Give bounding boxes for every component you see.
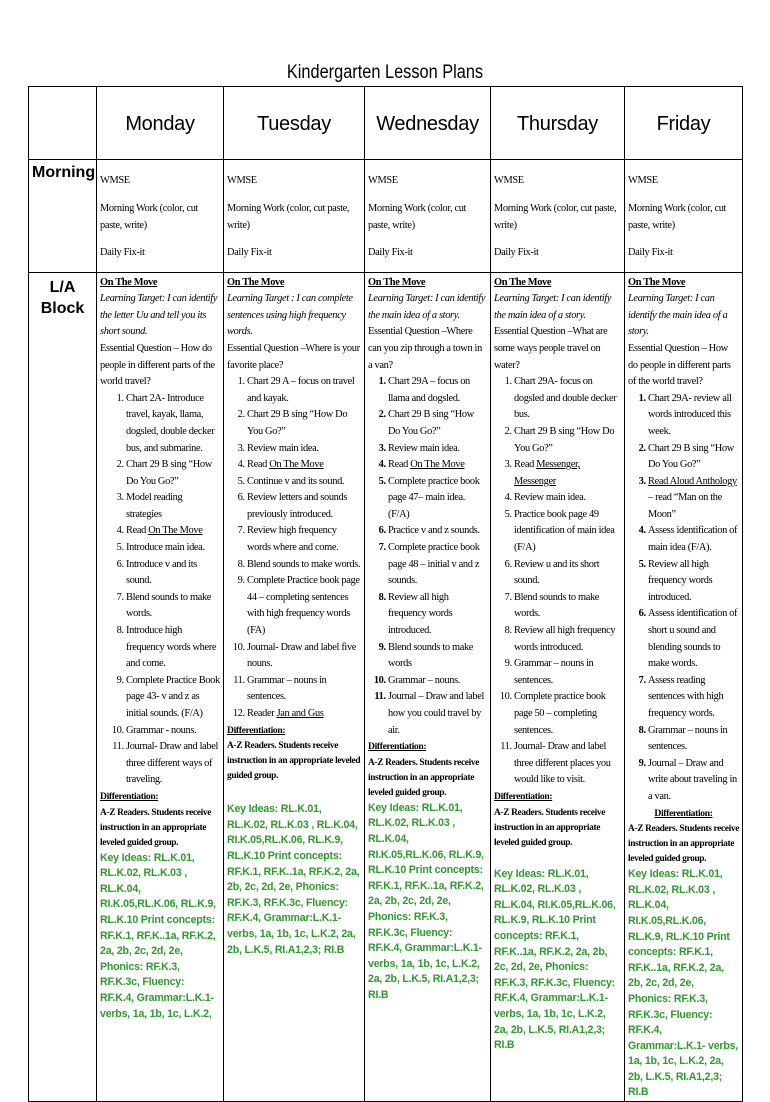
list-item: 9. Blend sounds to make words <box>388 640 487 673</box>
list-item: 11. Grammar – nouns in sentences. <box>247 673 361 706</box>
row-label-block: Block <box>40 299 85 317</box>
lesson-cell-wednesday <box>365 272 491 1102</box>
differentiation-text: A-Z Readers. Students receive instruction in an appropriate leveled guided group. <box>628 824 740 865</box>
lesson-heading: On The Move <box>628 276 686 288</box>
learning-target: Learning Target : I can complete sentences using high frequency words. <box>227 293 353 338</box>
activity-list <box>494 374 621 789</box>
day-header-tuesday: Tuesday <box>224 87 365 160</box>
row-label-la-block <box>29 272 97 1102</box>
day-header-friday: Friday <box>625 87 743 160</box>
essential-question: Essential Question – How do people in different parts of the world travel? <box>100 342 215 388</box>
morning-cell-thursday <box>491 160 625 273</box>
list-item: 8. Introduce high frequency words where and come. <box>126 623 220 673</box>
list-item: 3. Review main idea. <box>388 441 487 458</box>
list-item: 8. Review all high frequency words introduced. <box>514 623 621 656</box>
list-item: 5. Continue v and its sound. <box>247 474 361 491</box>
differentiation-label: Differentiation: <box>368 741 427 753</box>
lesson-heading: On The Move <box>494 276 552 288</box>
morning-line: Daily Fix-it <box>368 247 413 259</box>
list-item: 3. Review main idea. <box>247 441 361 458</box>
list-item: 1. Chart 29 A – focus on travel and kayak. <box>247 374 361 407</box>
list-item: 4. Read On The Move <box>126 523 220 540</box>
morning-line: WMSE <box>100 175 130 187</box>
standards-text: Key Ideas: RL.K.01, RL.K.02, RL.K.03 , RL.K.04, RI.K.05,RL.K.06, RL.K.9, RL.K.10 Print concepts: RF.K.1, RF.K..1a, RF.K.2, 2a, 2b, 2c, 2d, 2e, Phonics: RF.K.3, RF.K.3c, Fluency: RF.K.4, Grammar:L.K.1- verbs, 1a, 1b, 1c, L.K.2, 2a, 2b, L.K.5, RI.A1,2,3; RI.B <box>628 868 739 1099</box>
list-item: 8. Review all high frequency words introduced. <box>388 590 487 640</box>
standards-text: Key Ideas: RL.K.01, RL.K.02, RL.K.03 , RL.K.04, RI.K.05,RL.K.06, RL.K.9, RL.K.10 Print concepts: RF.K.1, RF.K..1a, RF.K.2, 2a, 2b, 2c, 2d, 2e, Phonics: RF.K.3, RF.K.3c, Fluency: RF.K.4, Grammar:L.K.1- verbs, 1a, 1b, 1c, L.K.2, 2a, 2b, L.K.5, RI.A1,2,3; RI.B <box>494 867 616 1052</box>
list-item: 2. Chart 29 B sing “How Do You Go?” <box>648 441 739 474</box>
list-item: 6. Review letters and sounds previously introduced. <box>247 490 361 523</box>
list-item: 7. Blend sounds to make words. <box>514 590 621 623</box>
morning-line: Morning Work (color, cut paste, write) <box>100 202 199 231</box>
morning-line: Morning Work (color, cut paste, write) <box>628 202 727 231</box>
differentiation-text: A-Z Readers. Students receive instruction in an appropriate leveled guided group. <box>494 807 606 848</box>
list-item: 6. Review u and its short sound. <box>514 557 621 590</box>
page-title: Kindergarten Lesson Plans <box>286 62 484 83</box>
day-header-row <box>29 87 743 160</box>
list-item: 5. Practice book page 49 identification of main idea (F/A) <box>514 507 621 557</box>
list-item: 12. Reader Jan and Gus <box>247 706 361 723</box>
list-item: 9. Grammar – nouns in sentences. <box>514 656 621 689</box>
activity-list <box>227 374 361 722</box>
activity-list <box>100 391 220 789</box>
list-item: 7. Assess reading sentences with high frequency words. <box>648 673 739 723</box>
activity-list <box>368 374 487 739</box>
list-item: 10. Complete practice book page 50 – completing sentences. <box>514 689 621 739</box>
morning-line: Morning Work (color, cut paste, write) <box>227 202 350 231</box>
morning-line: Daily Fix-it <box>227 247 272 259</box>
list-item: 7. Review high frequency words where and come. <box>247 523 361 556</box>
lesson-cell-thursday <box>491 272 625 1102</box>
lesson-cell-tuesday <box>224 272 365 1102</box>
list-item: 9. Journal – Draw and write about traveling in a van. <box>648 756 739 806</box>
standards-text: Key Ideas: RL.K.01, RL.K.02, RL.K.03 , RL.K.04, RI.K.05,RL.K.06, RL.K.9, RL.K.10 Print concepts: RF.K.1, RF.K..1a, RF.K.2, 2a, 2b, 2c, 2d, 2e, Phonics: RF.K.3, RF.K.3c, Fluency: RF.K.4, Grammar:L.K.1- verbs, 1a, 1b, 1c, L.K.2, 2a, 2b, L.K.5, RI.A1,2,3; RI.B <box>368 801 484 1001</box>
lesson-cell-monday <box>97 272 224 1102</box>
differentiation-label: Differentiation: <box>227 724 286 736</box>
list-item: 5. Complete practice book page 47– main idea. (F/A) <box>388 474 487 524</box>
activity-list <box>628 391 739 806</box>
list-item: 7. Complete practice book page 48 – initial v and z sounds. <box>388 540 487 590</box>
day-header-monday: Monday <box>97 87 224 160</box>
lesson-heading: On The Move <box>100 276 158 288</box>
list-item: 4. Read On The Move <box>247 457 361 474</box>
essential-question: Essential Question –Where can you zip through a town in a van? <box>368 326 482 371</box>
list-item: 5. Introduce main idea. <box>126 540 220 557</box>
morning-line: Daily Fix-it <box>628 247 673 259</box>
learning-target: Learning Target: I can identify the main idea of a story. <box>368 293 486 321</box>
morning-line: Daily Fix-it <box>494 247 539 259</box>
list-item: 8. Blend sounds to make words. <box>247 557 361 574</box>
list-item: 1. Chart 29A – focus on llama and dogsled. <box>388 374 487 407</box>
list-item: 3. Read Messenger, Messenger <box>514 457 621 490</box>
list-item: 6. Practice v and z sounds. <box>388 523 487 540</box>
row-label-la: L/A <box>49 278 76 296</box>
list-item: 10. Journal- Draw and label five nouns. <box>247 640 361 673</box>
morning-cell-friday <box>625 160 743 273</box>
list-item: 10. Grammar - nouns. <box>126 723 220 740</box>
essential-question: Essential Question – How do people in different parts of the world travel? <box>628 342 731 388</box>
list-item: 4. Assess identification of main idea (F/A). <box>648 523 739 556</box>
morning-line: Morning Work (color, cut paste, write) <box>368 202 467 231</box>
list-item: 4. Read On The Move <box>388 457 487 474</box>
morning-line: Morning Work (color, cut paste, write) <box>494 202 617 231</box>
differentiation-text: A-Z Readers. Students receive instruction in an appropriate leveled guided group. <box>100 807 212 848</box>
standards-text: Key Ideas: RL.K.01, RL.K.02, RL.K.03 , RL.K.04, RI.K.05,RL.K.06, RL.K.9, RL.K.10 Print concepts: RF.K.1, RF.K..1a, RF.K.2, 2a, 2b, 2c, 2d, 2e, Phonics: RF.K.3, RF.K.3c, Fluency: RF.K.4, Grammar:L.K.1- verbs, 1a, 1b, 1c, L.K.2, <box>100 851 216 1020</box>
corner-cell <box>29 87 97 160</box>
day-header-wednesday: Wednesday <box>365 87 491 160</box>
lesson-heading: On The Move <box>368 276 426 288</box>
morning-line: WMSE <box>368 175 398 187</box>
morning-cell-wednesday <box>365 160 491 273</box>
list-item: 11. Journal- Draw and label three different places you would like to visit. <box>514 739 621 789</box>
differentiation-label: Differentiation: <box>494 790 553 802</box>
list-item: 2. Chart 29 B sing “How Do You Go?” <box>247 407 361 440</box>
morning-line: WMSE <box>227 175 257 187</box>
lesson-plan-table <box>28 86 743 1102</box>
essential-question: Essential Question –What are some ways people travel on water? <box>494 326 608 371</box>
list-item: 7. Blend sounds to make words. <box>126 590 220 623</box>
list-item: 11. Journal- Draw and label three different ways of traveling. <box>126 739 220 789</box>
list-item: 3. Model reading strategies <box>126 490 220 523</box>
list-item: 9. Complete Practice book page 44 – completing sentences with high frequency words (FA) <box>247 573 361 639</box>
standards-text: Key Ideas: RL.K.01, RL.K.02, RL.K.03 , RL.K.04, RI.K.05,RL.K.06, RL.K.9, RL.K.10 Print concepts: RF.K.1, RF.K..1a, RF.K.2, 2a, 2b, 2c, 2d, 2e, Phonics: RF.K.3, RF.K.3c, Fluency: RF.K.4, Grammar:L.K.1- verbs, 1a, 1b, 1c, L.K.2, 2a, 2b, L.K.5, RI.A1,2,3; RI.B <box>227 803 360 956</box>
morning-line: Daily Fix-it <box>100 247 145 259</box>
differentiation-label: Differentiation: <box>100 790 159 802</box>
list-item: 4. Review main idea. <box>514 490 621 507</box>
list-item: 1. Chart 2A- Introduce travel, kayak, llama, dogsled, double decker bus, and submarine. <box>126 391 220 457</box>
lesson-heading: On The Move <box>227 276 285 288</box>
list-item: 6. Introduce v and its sound. <box>126 557 220 590</box>
morning-line: WMSE <box>628 175 658 187</box>
row-label-morning: Morning <box>29 160 97 273</box>
essential-question: Essential Question –Where is your favorite place? <box>227 342 360 371</box>
differentiation-text: A-Z Readers. Students receive instruction in an appropriate leveled guided group. <box>227 741 361 782</box>
list-item: 2. Chart 29 B sing “How Do You Go?” <box>126 457 220 490</box>
list-item: 6. Assess identification of short u sound and blending sounds to make words. <box>648 606 739 672</box>
list-item: 2. Chart 29 B sing “How Do You Go?” <box>514 424 621 457</box>
la-block-row <box>29 272 743 1102</box>
day-header-thursday: Thursday <box>491 87 625 160</box>
learning-target: Learning Target: I can identify the main idea of a story. <box>494 293 612 321</box>
list-item: 1. Chart 29A- review all words introduced this week. <box>648 391 739 441</box>
learning-target: Learning Target: I can identify the letter Uu and tell you its short sound. <box>100 293 218 338</box>
list-item: 9. Complete Practice Book page 43- v and z as initial sounds. (F/A) <box>126 673 220 723</box>
learning-target: Learning Target: I can identify the main idea of a story. <box>628 293 728 338</box>
morning-line: WMSE <box>494 175 524 187</box>
list-item: 11. Journal – Draw and label how you could travel by air. <box>388 689 487 739</box>
list-item: 10. Grammar – nouns. <box>388 673 487 690</box>
list-item: 8. Grammar – nouns in sentences. <box>648 723 739 756</box>
differentiation-label: Differentiation: <box>654 807 713 819</box>
lesson-cell-friday <box>625 272 743 1102</box>
list-item: 3. Read Aloud Anthology – read “Man on the Moon” <box>648 474 739 524</box>
morning-cell-monday <box>97 160 224 273</box>
morning-row <box>29 160 743 273</box>
morning-cell-tuesday <box>224 160 365 273</box>
list-item: 2. Chart 29 B sing “How Do You Go?” <box>388 407 487 440</box>
list-item: 1. Chart 29A- focus on dogsled and double decker bus. <box>514 374 621 424</box>
differentiation-text: A-Z Readers. Students receive instruction in an appropriate leveled guided group. <box>368 757 480 798</box>
list-item: 5. Review all high frequency words introduced. <box>648 557 739 607</box>
